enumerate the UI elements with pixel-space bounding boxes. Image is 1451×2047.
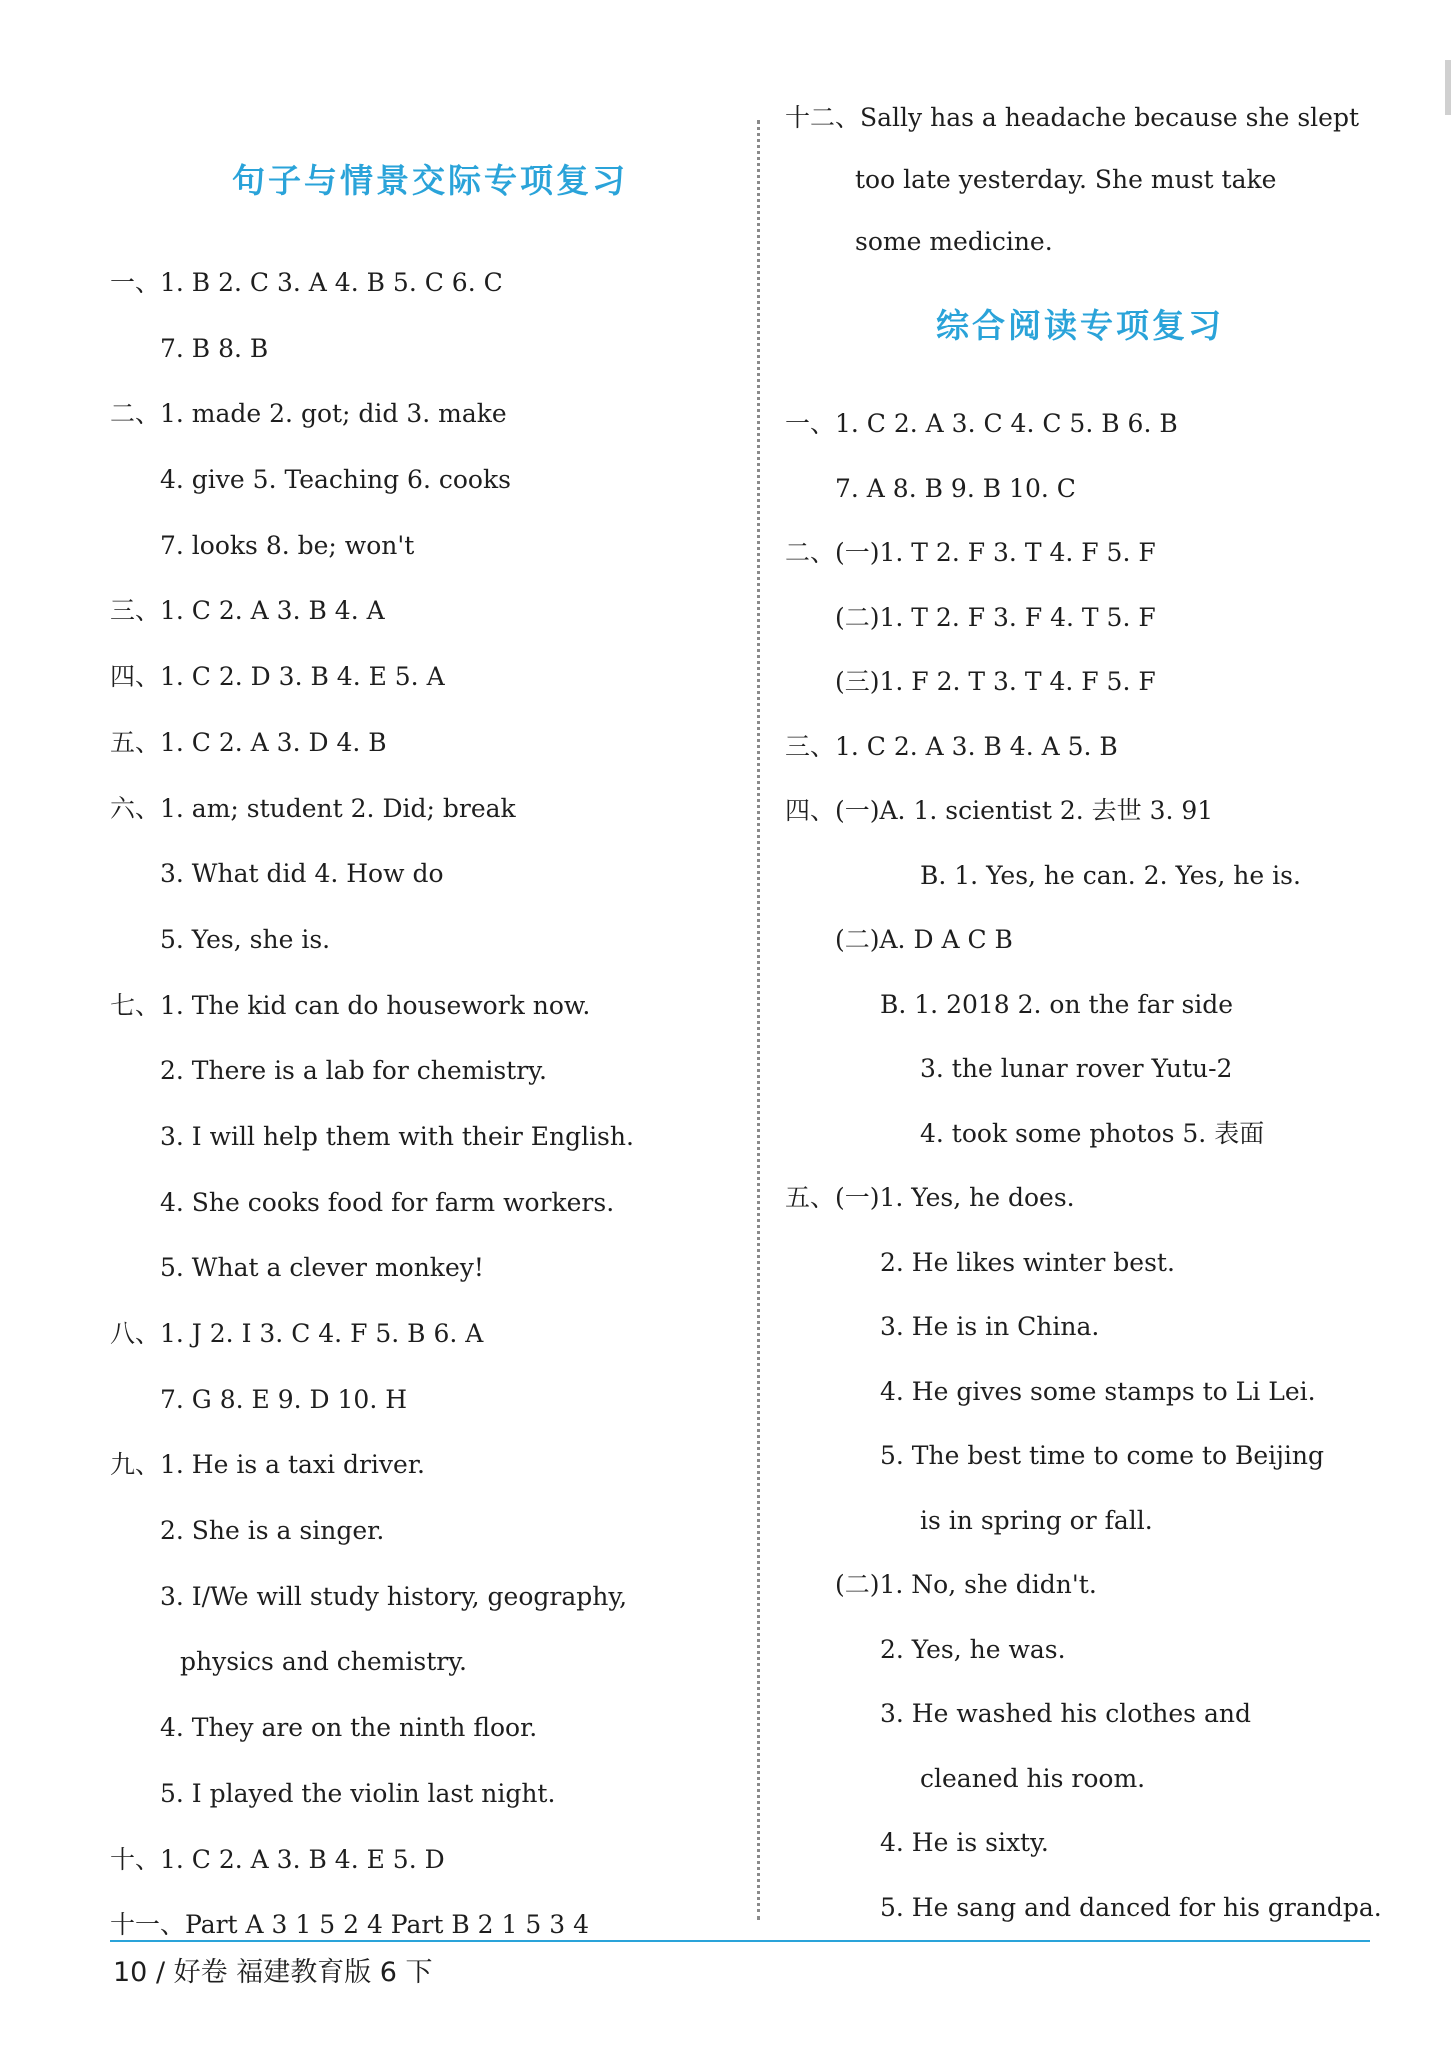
answer-line: 3. the lunar rover Yutu-2: [920, 1054, 1233, 1083]
answer-line: 五、(一)1. Yes, he does.: [785, 1183, 1075, 1212]
answer-line: 7. looks 8. be; won't: [160, 530, 415, 560]
answer-line: (二)1. No, she didn't.: [835, 1570, 1097, 1599]
answer-line: (二)A. D A C B: [835, 925, 1013, 954]
answer-line: physics and chemistry.: [180, 1647, 467, 1677]
answer-line: 六、1. am; student 2. Did; break: [110, 793, 516, 823]
section-title-reading: 综合阅读专项复习: [936, 306, 1224, 345]
answer-line: some medicine.: [855, 227, 1053, 256]
answer-line: 五、1. C 2. A 3. D 4. B: [110, 727, 387, 757]
answer-line: is in spring or fall.: [920, 1505, 1153, 1535]
answer-line: 一、1. B 2. C 3. A 4. B 5. C 6. C: [110, 268, 503, 297]
page-edge-mark: [1445, 60, 1451, 115]
answer-line: 3. He washed his clothes and: [880, 1699, 1251, 1728]
answer-line: B. 1. 2018 2. on the far side: [880, 989, 1234, 1019]
answer-line: 7. A 8. B 9. B 10. C: [835, 473, 1076, 503]
answer-line: 3. I will help them with their English.: [160, 1121, 634, 1151]
answer-line: 2. He likes winter best.: [880, 1247, 1175, 1277]
answer-line: 2. Yes, he was.: [880, 1634, 1066, 1664]
answer-line: 4. He is sixty.: [880, 1828, 1049, 1857]
answer-line: 九、1. He is a taxi driver.: [110, 1450, 425, 1480]
answer-line: 3. What did 4. How do: [160, 859, 444, 889]
answer-line: 4. give 5. Teaching 6. cooks: [160, 465, 511, 495]
answer-line: 5. He sang and danced for his grandpa.: [880, 1892, 1382, 1922]
answer-line: 四、(一)A. 1. scientist 2. 去世 3. 91: [785, 796, 1214, 825]
answer-line: (三)1. F 2. T 3. T 4. F 5. F: [835, 667, 1156, 696]
answer-line: 5. Yes, she is.: [160, 924, 331, 954]
answer-line: 4. She cooks food for farm workers.: [160, 1187, 615, 1217]
answer-line: 一、1. C 2. A 3. C 4. C 5. B 6. B: [785, 409, 1178, 438]
answer-line: 5. The best time to come to Beijing: [880, 1441, 1325, 1470]
answer-line: 二、1. made 2. got; did 3. make: [110, 399, 507, 429]
answer-line: (二)1. T 2. F 3. F 4. T 5. F: [835, 602, 1156, 632]
answer-line: 2. She is a singer.: [160, 1516, 385, 1546]
answer-line: 4. took some photos 5. 表面: [920, 1118, 1265, 1148]
answer-line: 三、1. C 2. A 3. B 4. A: [110, 596, 385, 626]
answer-line: 七、1. The kid can do housework now.: [110, 990, 591, 1020]
answer-line: 5. What a clever monkey!: [160, 1253, 484, 1283]
column-divider: [757, 120, 760, 1920]
answer-line: 十一、Part A 3 1 5 2 4 Part B 2 1 5 3 4: [110, 1910, 589, 1940]
answer-line: 7. G 8. E 9. D 10. H: [160, 1384, 408, 1414]
answer-line: 四、1. C 2. D 3. B 4. E 5. A: [110, 662, 445, 692]
answer-line: 十二、Sally has a headache because she slept: [785, 103, 1359, 132]
answer-line: 三、1. C 2. A 3. B 4. A 5. B: [785, 731, 1118, 761]
answer-line: 十、1. C 2. A 3. B 4. E 5. D: [110, 1844, 445, 1874]
answer-line: 3. He is in China.: [880, 1312, 1100, 1341]
left-column: [110, 100, 750, 1958]
answer-line: 八、1. J 2. I 3. C 4. F 5. B 6. A: [110, 1319, 484, 1348]
answer-line: 3. I/We will study history, geography,: [160, 1581, 628, 1611]
answer-line: 2. There is a lab for chemistry.: [160, 1056, 547, 1086]
answer-line: too late yesterday. She must take: [855, 165, 1277, 194]
answer-line: 5. I played the violin last night.: [160, 1778, 556, 1808]
right-column: [785, 100, 1382, 1940]
page-footer: 10 / 好卷 福建教育版 6 下: [113, 1957, 433, 1988]
answer-line: 4. They are on the ninth floor.: [160, 1713, 538, 1743]
answer-line: 4. He gives some stamps to Li Lei.: [880, 1376, 1316, 1406]
answer-line: 7. B 8. B: [160, 333, 269, 363]
answer-line: B. 1. Yes, he can. 2. Yes, he is.: [920, 860, 1301, 890]
answer-line: 二、(一)1. T 2. F 3. T 4. F 5. F: [785, 538, 1156, 567]
footer-rule: [110, 1940, 1370, 1942]
answer-line: cleaned his room.: [920, 1763, 1146, 1793]
section-title-sentences: 句子与情景交际专项复习: [232, 161, 628, 200]
